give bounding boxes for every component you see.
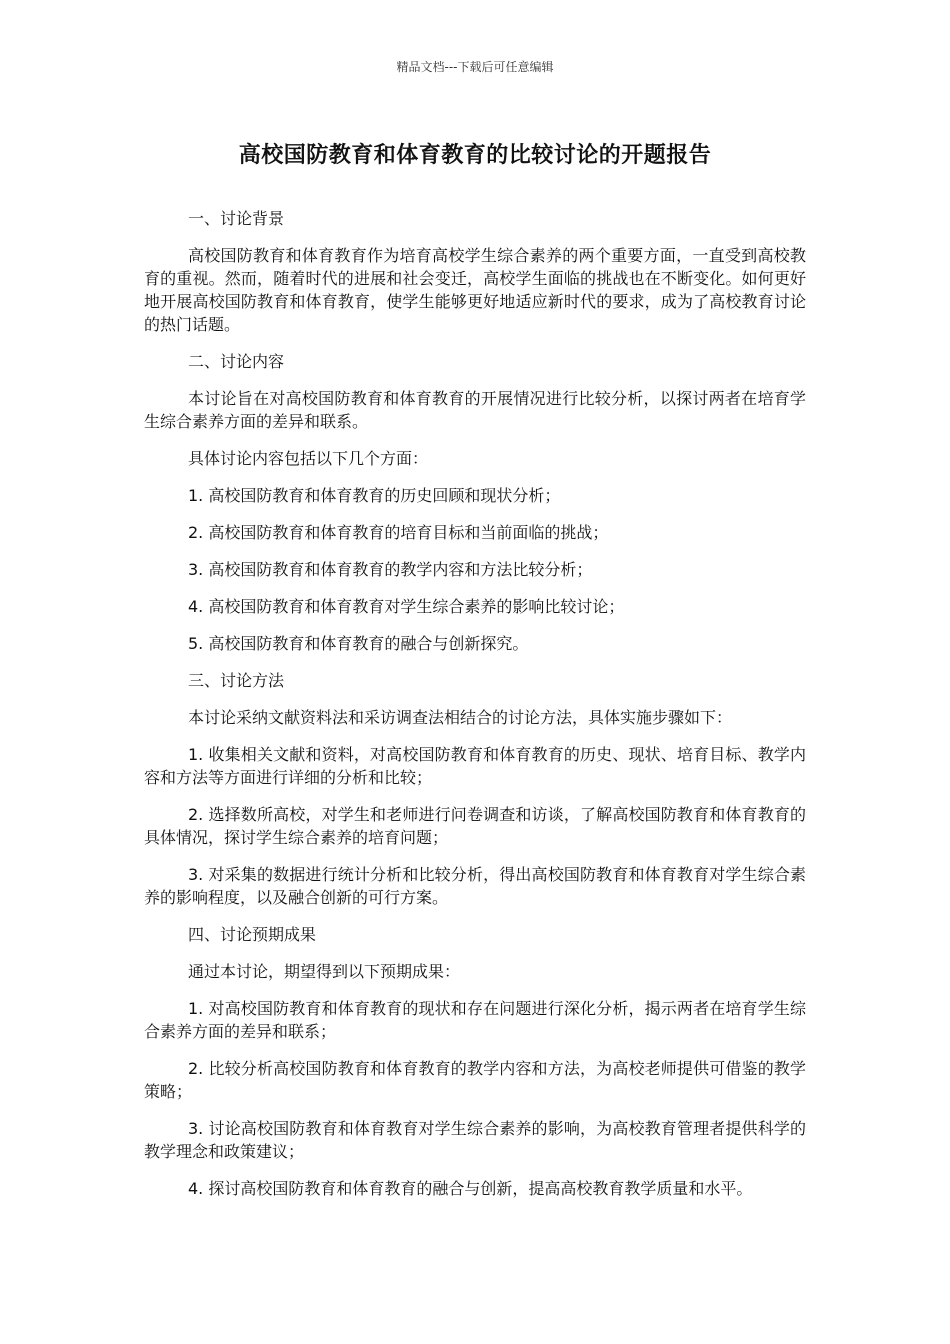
list-item: 1. 高校国防教育和体育教育的历史回顾和现状分析； <box>188 486 561 505</box>
list-item: 1. 收集相关文献和资料，对高校国防教育和体育教育的历史、现状、培育目标、教学内容和方法等方面进行详细的分析和比较； <box>144 745 806 787</box>
paragraph: 本讨论采纳文献资料法和采访调查法相结合的讨论方法，具体实施步骤如下： <box>188 708 733 727</box>
section-heading-content: 二、讨论内容 <box>188 352 285 371</box>
list-item: 4. 高校国防教育和体育教育对学生综合素养的影响比较讨论； <box>188 597 625 616</box>
document-title: 高校国防教育和体育教育的比较讨论的开题报告 <box>238 143 712 168</box>
paragraph: 具体讨论内容包括以下几个方面： <box>188 449 429 468</box>
section-heading-outcomes: 四、讨论预期成果 <box>188 925 317 944</box>
header-note: 精品文档---下载后可任意编辑 <box>396 60 554 74</box>
list-item: 5. 高校国防教育和体育教育的融合与创新探究。 <box>188 634 529 653</box>
paragraph: 本讨论旨在对高校国防教育和体育教育的开展情况进行比较分析，以探讨两者在培育学生综合素养方面的差异和联系。 <box>144 389 806 431</box>
paragraph: 通过本讨论，期望得到以下预期成果： <box>188 962 461 981</box>
list-item: 3. 高校国防教育和体育教育的教学内容和方法比较分析； <box>188 560 593 579</box>
list-item: 2. 高校国防教育和体育教育的培育目标和当前面临的挑战； <box>188 523 609 542</box>
section-heading-method: 三、讨论方法 <box>188 671 285 690</box>
list-item: 4. 探讨高校国防教育和体育教育的融合与创新，提高高校教育教学质量和水平。 <box>188 1179 753 1198</box>
list-item: 3. 讨论高校国防教育和体育教育对学生综合素养的影响，为高校教育管理者提供科学的教学理念和政策建议； <box>144 1119 806 1161</box>
list-item: 1. 对高校国防教育和体育教育的现状和存在问题进行深化分析，揭示两者在培育学生综合素养方面的差异和联系； <box>144 999 806 1041</box>
list-item: 3. 对采集的数据进行统计分析和比较分析，得出高校国防教育和体育教育对学生综合素养的影响程度，以及融合创新的可行方案。 <box>144 865 806 907</box>
section-heading-background: 一、讨论背景 <box>188 209 285 228</box>
list-item: 2. 选择数所高校，对学生和老师进行问卷调查和访谈，了解高校国防教育和体育教育的具体情况，探讨学生综合素养的培育问题； <box>144 805 806 847</box>
list-item: 2. 比较分析高校国防教育和体育教育的教学内容和方法，为高校老师提供可借鉴的教学策略； <box>144 1059 806 1101</box>
paragraph: 高校国防教育和体育教育作为培育高校学生综合素养的两个重要方面，一直受到高校教育的重视。然而，随着时代的进展和社会变迁，高校学生面临的挑战也在不断变化。如何更好地开展高校国防教育和体育教育，使学生能够更好地适应新时代的要求，成为了高校教育讨论的热门话题。 <box>144 246 806 334</box>
document-body <box>144 207 806 1214</box>
